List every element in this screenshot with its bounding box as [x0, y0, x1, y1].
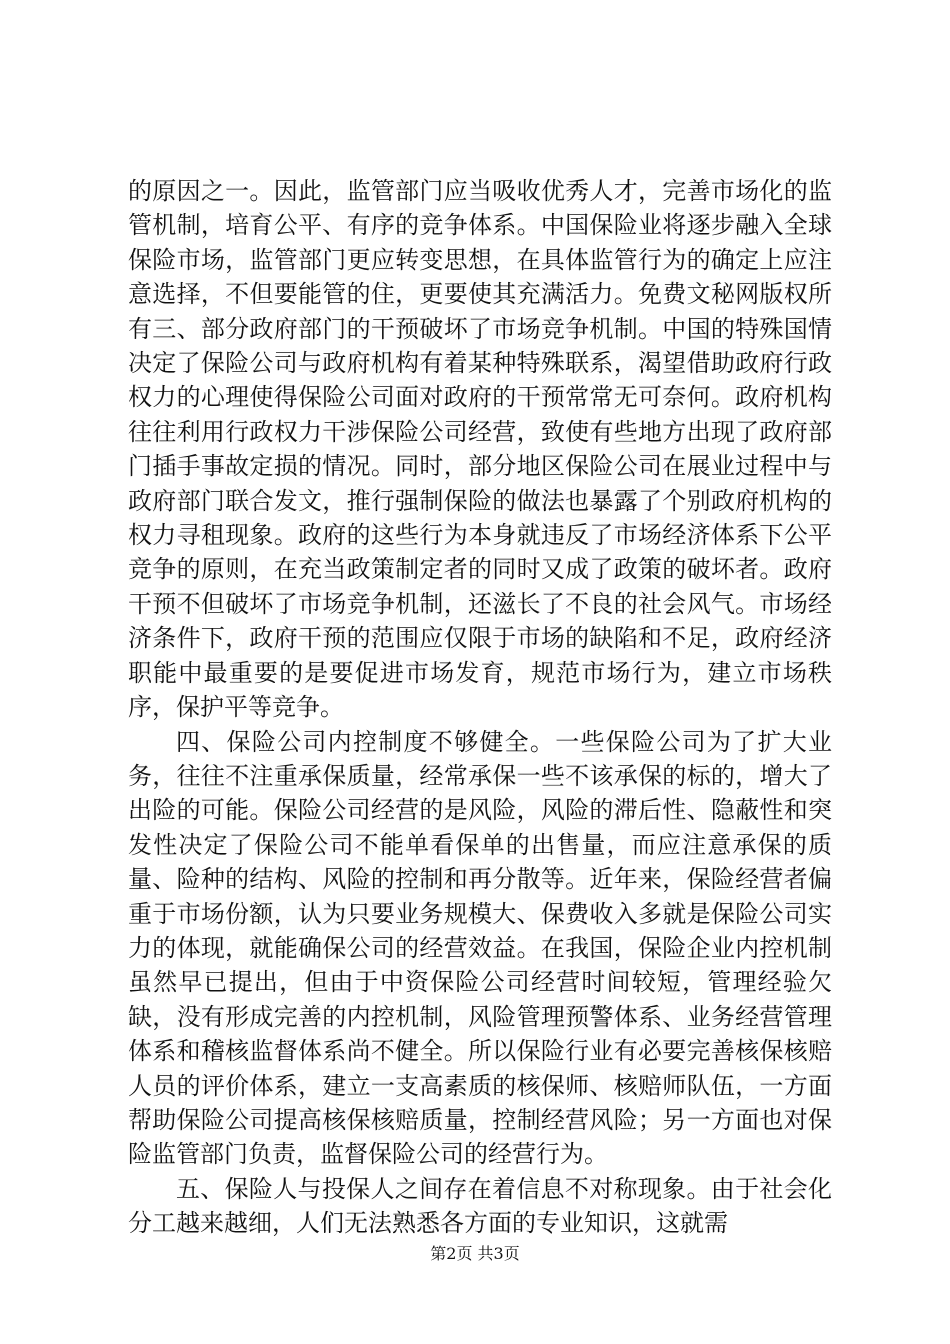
paragraph-1: 的原因之一。因此，监管部门应当吸收优秀人才，完善市场化的监管机制，培育公平、有序的竞争体系。中国保险业将逐步融入全球保险市场，监管部门更应转变思想，在具体监管行为的确定上应注意选择，不但要能管的住，更要使其充满活力。免费文秘网版权所有三、部分政府部门的干预破坏了市场竞争机制。中国的特殊国情决定了保险公司与政府机构有着某种特殊联系，渴望借助政府行政权力的心理使得保险公司面对政府的干预常常无可奈何。政府机构往往利用行政权力干涉保险公司经营，致使有些地方出现了政府部门插手事故定损的情况。同时，部分地区保险公司在展业过程中与政府部门联合发文，推行强制保险的做法也暴露了个别政府机构的权力寻租现象。政府的这些行为本身就违反了市场经济体系下公平竞争的原则，在充当政策制定者的同时又成了政策的破坏者。政府干预不但破坏了市场竞争机制，还滋长了不良的社会风气。市场经济条件下，政府干预的范围应仅限于市场的缺陷和不足，政府经济职能中最重要的是要促进市场发育，规范市场行为，建立市场秩序，保护平等竞争。 — [128, 177, 832, 722]
page-number-footer: 第2页 共3页 — [430, 1244, 520, 1263]
paragraph-2: 四、保险公司内控制度不够健全。一些保险公司为了扩大业务，往往不注重承保质量，经常承保一些不该承保的标的，增大了出险的可能。保险公司经营的是风险，风险的滞后性、隐蔽性和突发性决定了保险公司不能单看保单的出售量，而应注意承保的质量、险种的结构、风险的控制和再分散等。近年来，保险经营者偏重于市场份额，认为只要业务规模大、保费收入多就是保险公司实力的体现，就能确保公司的经营效益。在我国，保险企业内控机制虽然早已提出，但由于中资保险公司经营时间较短，管理经验欠缺，没有形成完善的内控机制，风险管理预警体系、业务经营管理体系和稽核监督体系尚不健全。所以保险行业有必要完善核保核赔人员的评价体系，建立一支高素质的核保师、核赔师队伍，一方面帮助保险公司提高核保核赔质量，控制经营风险；另一方面也对保险监管部门负责，监督保险公司的经营行为。 — [128, 727, 832, 1169]
document-body — [128, 174, 832, 1241]
paragraph-3: 五、保险人与投保人之间存在着信息不对称现象。由于社会化分工越来越细，人们无法熟悉各方面的专业知识，这就需 — [128, 1174, 832, 1238]
